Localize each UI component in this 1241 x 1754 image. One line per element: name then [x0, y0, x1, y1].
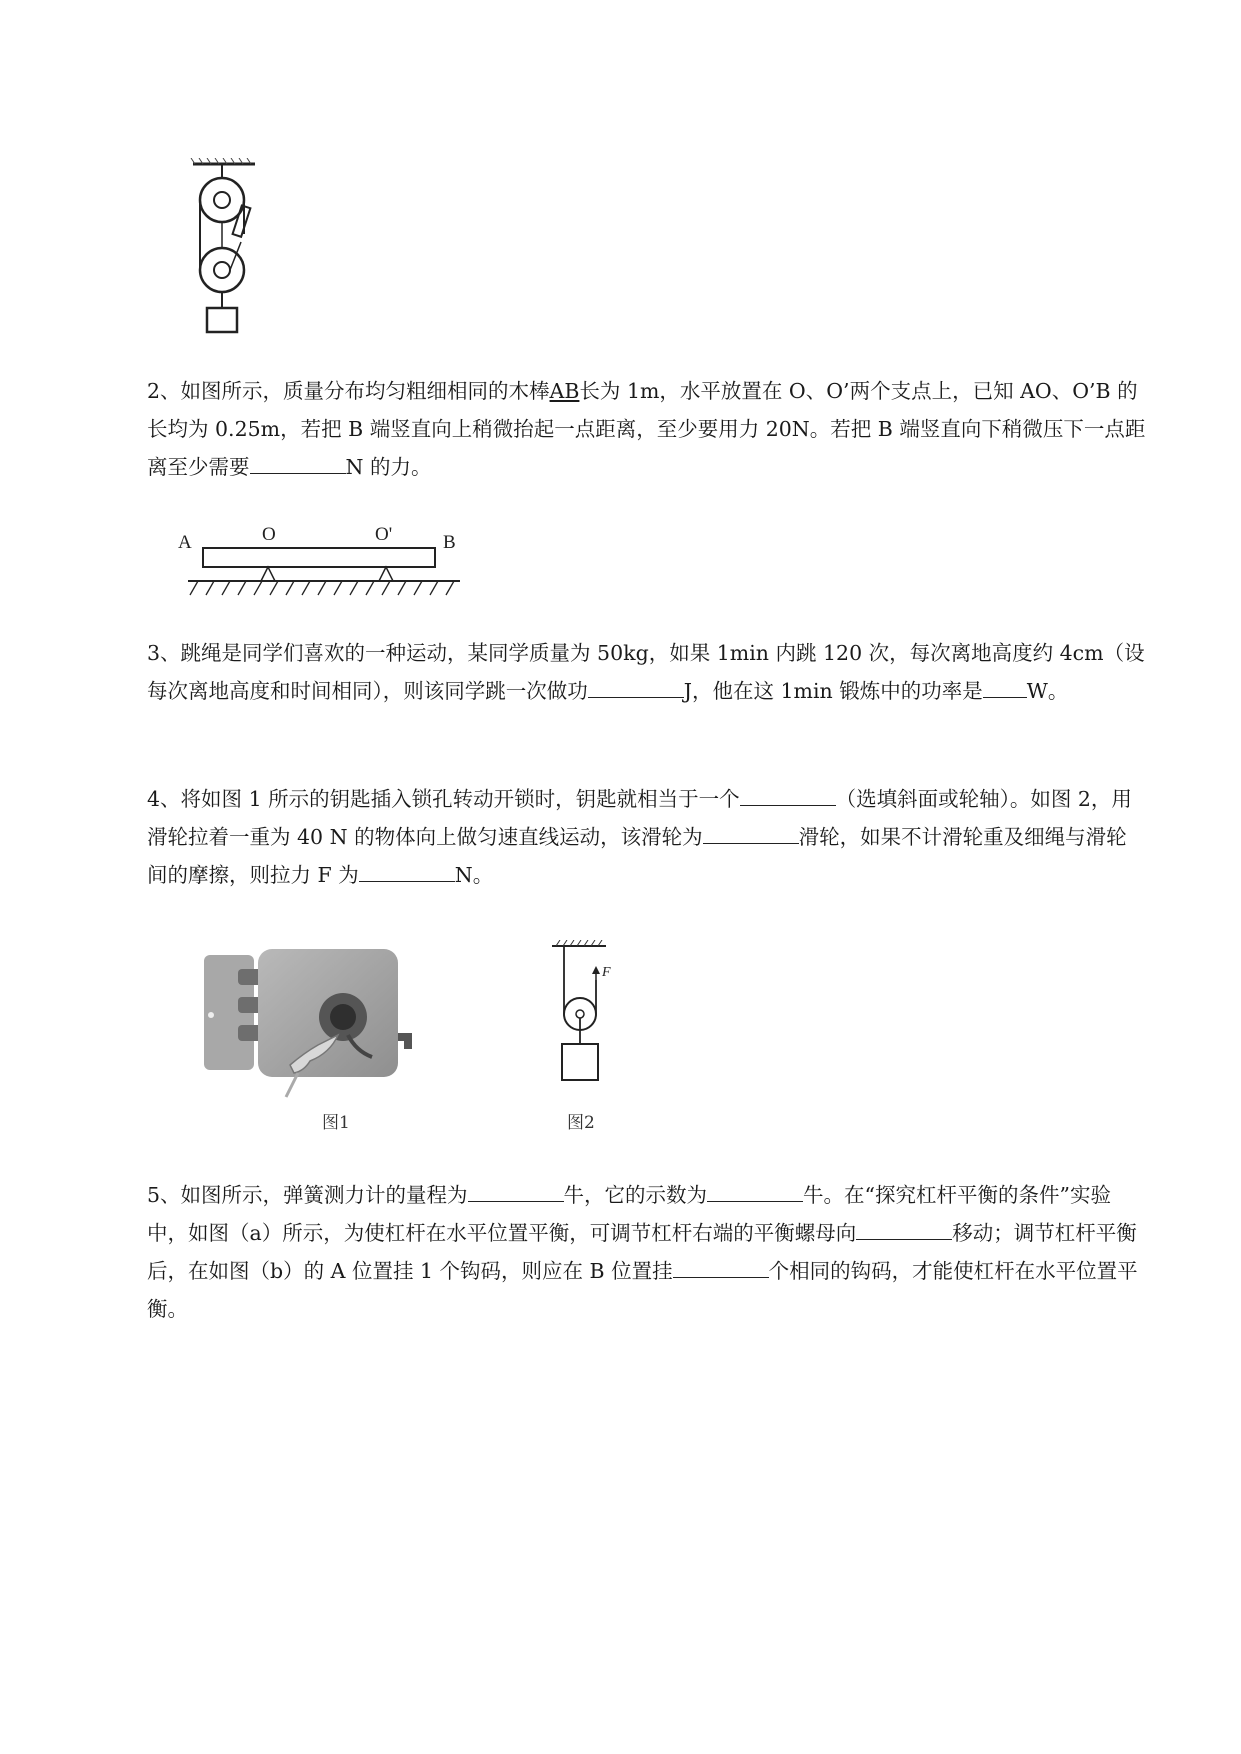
question-2-number: 2、 — [147, 379, 181, 403]
lever-rod-figure — [178, 520, 468, 598]
answer-blank-q5-direction[interactable] — [856, 1217, 952, 1240]
rod-ab-label: AB — [549, 379, 580, 403]
lock-key-photo — [198, 945, 433, 1105]
force-f-label: F — [602, 965, 611, 980]
question-4-text-1: 将如图 1 所示的钥匙插入锁孔转动开锁时，钥匙就相当于一个 — [180, 787, 740, 811]
movable-pulley-figure — [548, 940, 628, 1100]
question-5-text-4: 移动；调节杠杆平衡后，在如图（b）的 A 位置挂 1 个钩码，则应在 B 位置挂 — [147, 1221, 1137, 1283]
question-3 — [147, 634, 1147, 710]
question-3-text-1: 跳绳是同学们喜欢的一种运动，某同学质量为 50kg，如果 1min 内跳 120 次，每次离地高度约 4cm（设每次离地高度和时间相同），则该同学跳一次做功 — [147, 641, 1145, 703]
answer-blank-q4-pulley-type[interactable] — [703, 821, 799, 844]
question-4 — [147, 780, 1147, 894]
question-5 — [147, 1176, 1147, 1328]
question-2 — [147, 372, 1147, 486]
question-3-text-2: J，他在这 1min 锻炼中的功率是 — [683, 679, 983, 703]
answer-blank-q3-power[interactable] — [983, 675, 1027, 698]
answer-blank-q5-reading[interactable] — [707, 1179, 803, 1202]
answer-blank-q2[interactable] — [250, 451, 346, 474]
label-a: A — [178, 532, 192, 553]
question-5-text-1: 如图所示，弹簧测力计的量程为 — [180, 1183, 468, 1207]
label-b: B — [443, 532, 456, 553]
answer-blank-q5-weights[interactable] — [673, 1255, 769, 1278]
question-4-number: 4、 — [147, 787, 181, 811]
question-2-text-1: 如图所示，质量分布均匀粗细相同的木棒 — [180, 379, 550, 403]
question-2-text-2: 长为 1m，水平放置在 O、O’两个支点上，已知 AO、O’B 的长均为 0.25m，若把 B 端竖直向上稍微抬起一点距离，至少要用力 20N。若把 B 端竖直向下稍微压下一点距离至少需要 — [147, 379, 1146, 479]
question-4-text-3: 滑轮，如果不计滑轮重及细绳与滑轮间的摩擦，则拉力 F 为 — [147, 825, 1127, 887]
question-3-number: 3、 — [147, 641, 181, 665]
question-5-text-2: 牛，它的示数为 — [563, 1183, 708, 1207]
pulley-block-figure — [185, 158, 280, 336]
figure-2-caption: 图2 — [567, 1113, 595, 1133]
label-o-prime: O' — [375, 524, 393, 545]
answer-blank-q4-force[interactable] — [359, 859, 455, 882]
question-4-text-2: （选填斜面或轮轴）。如图 2，用滑轮拉着一重为 40 N 的物体向上做匀速直线运动，该滑轮为 — [147, 787, 1132, 849]
label-o: O — [262, 524, 276, 545]
answer-blank-q5-range[interactable] — [468, 1179, 564, 1202]
question-5-number: 5、 — [147, 1183, 181, 1207]
answer-blank-q3-work[interactable] — [588, 675, 684, 698]
answer-blank-q4-machine[interactable] — [740, 783, 836, 806]
figure-1-caption: 图1 — [322, 1113, 350, 1133]
question-2-text-3: N 的力。 — [345, 455, 432, 479]
question-5-text-3: 牛。在“探究杠杆平衡的条件”实验中，如图（a）所示，为使杠杆在水平位置平衡，可调节杠杆右端的平衡螺母向 — [147, 1183, 1112, 1245]
question-3-text-3: W。 — [1026, 679, 1069, 703]
question-5-text-5: 个相同的钩码，才能使杠杆在水平位置平衡。 — [147, 1259, 1138, 1321]
question-4-text-4: N。 — [454, 863, 494, 887]
